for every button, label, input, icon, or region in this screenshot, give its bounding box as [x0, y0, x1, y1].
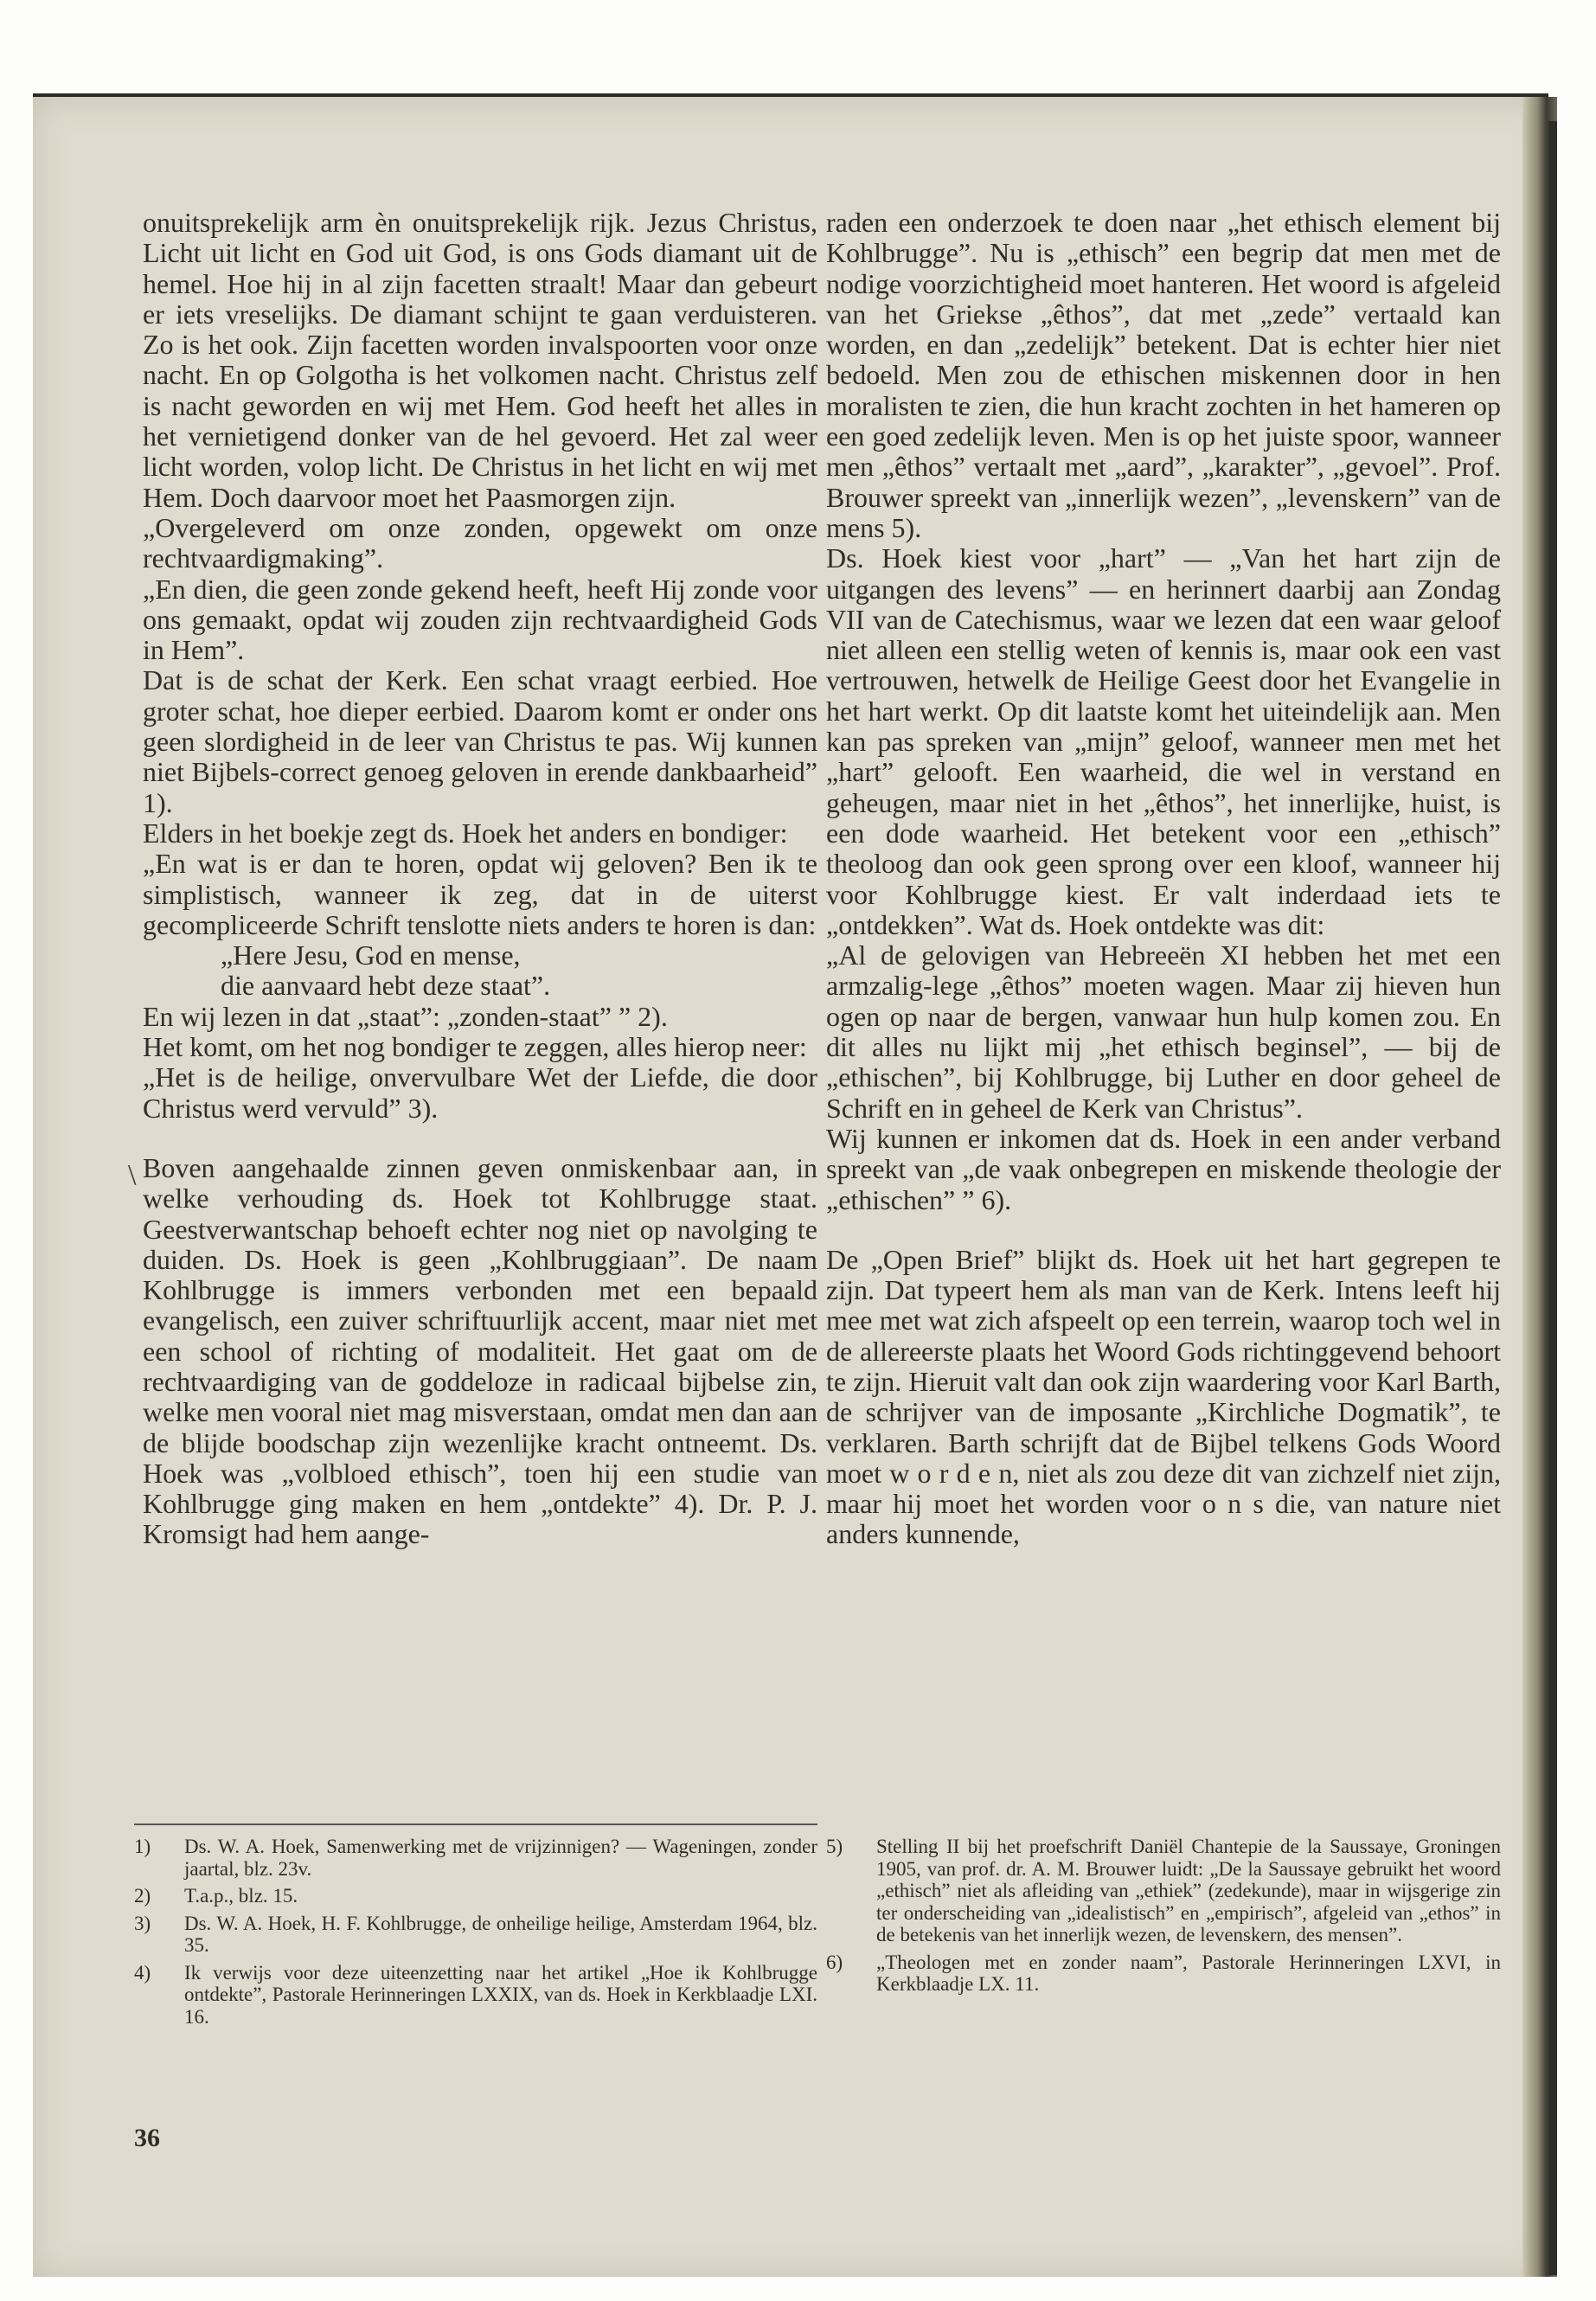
page-number: 36 [134, 2124, 160, 2152]
spine-edge [1548, 121, 1557, 2275]
footnote [826, 1952, 1501, 1996]
quote: „Overgeleverd om onze zonden, opgewekt om onze rechtvaardigmaking”. [143, 511, 817, 574]
footnote-number: 3) [134, 1912, 151, 1934]
paragraph: En wij lezen in dat „staat”: „zonden-staat” ” 2). [143, 1000, 668, 1032]
footnote-text: Ik verwijs voor deze uiteenzetting naar het artikel „Hoe ik Kohlbrugge ontdekte”, Pastorale Herinneringen LXXIX, van ds. Hoek in Kerkblaadje LXI. 16. [184, 1961, 817, 2028]
quote: „En dien, die geen zonde gekend heeft, heeft Hij zonde voor ons gemaakt, opdat wij zouden zijn rechtvaardigheid Gods in Hem”. [143, 573, 817, 666]
footnotes-right [826, 1836, 1501, 2001]
paragraph: De „Open Brief” blijkt ds. Hoek uit het hart gegrepen te zijn. Dat typeert hem als man van de Kerk. Intens leeft hij mee met wat zich afspeelt op een terrein, waarop toch wel in de allereerste plaats het Woord Gods richtinggevend behoort te zijn. Hieruit valt dan ook zijn waardering voor Karl Barth, de schrijver van de imposante „Kirchliche Dogmatik”, te verklaren. Barth schrijft dat de Bijbel telkens Gods Woord moet w o r d e n, niet als zou deze dit van zichzelf niet zijn, maar hij moet het worden voor o n s die, van nature niet anders kunnende, [826, 1243, 1501, 1550]
footnote-number: 1) [134, 1836, 151, 1857]
footnote-number: 5) [826, 1836, 843, 1857]
paragraph: Boven aangehaalde zinnen geven onmiskenbaar aan, in welke verhouding ds. Hoek tot Kohlbrugge staat. Geestverwantschap behoeft echter nog niet op navolging te duiden. Ds. Hoek is geen „Kohlbruggiaan”. De naam Kohlbrugge is immers verbonden met een bepaald evangelisch, een zuiver schriftuurlijk accent, maar niet met een school of richting of modaliteit. Het gaat om de rechtvaardiging van de goddeloze in radicaal bijbelse zin, welke men vooral niet mag misverstaan, omdat men dan aan de blijde boodschap zijn wezenlijke kracht ontneemt. Ds. Hoek was „volbloed ethisch”, toen hij een studie van Kohlbrugge ging maken en hem „ontdekte” 4). Dr. P. J. Kromsigt had hem aange- [143, 1151, 817, 1550]
verse-line: „Here Jesu, God en mense, [221, 939, 521, 971]
footnote [134, 1885, 817, 1907]
footnote-text: Ds. W. A. Hoek, Samenwerking met de vrijzinnigen? — Wageningen, zonder jaartal, blz. 23v. [184, 1836, 817, 1880]
footnote [826, 1836, 1501, 1946]
footnote-number: 4) [134, 1961, 151, 1984]
paragraph: raden een onderzoek te doen naar „het ethisch element bij Kohlbrugge”. Nu is „ethisch” een begrip dat men met de nodige voorzichtigheid moet hanteren. Het woord is afgeleid van het Griekse „êthos”, dat met „zede” vertaald kan worden, en dan „zedelijk” betekent. Dat is echter hier niet bedoeld. Men zou de ethischen miskennen door in hen moralisten te zien, die hun kracht zochten in het hameren op een goed zedelijk leven. Men is op het juiste spoor, wanneer men „êthos” vertaalt met „aard”, „karakter”, „gevoel”. Prof. Brouwer spreekt van „innerlijk wezen”, „levenskern” van de mens 5). [826, 207, 1501, 543]
margin-pencil-mark: \ [128, 1159, 137, 1191]
quote: „Al de gelovigen van Hebreeën XI hebben het met een armzalig-lege „êthos” moeten wagen. Maar zij hieven hun ogen op naar de bergen, vanwaar hun hulp komen zou. En dit alles nu lijkt mij „het ethisch beginsel”, — bij de „ethischen”, bij Kohlbrugge, bij Luther en door geheel de Schrift en in geheel de Kerk van Christus”. [826, 939, 1501, 1124]
footnote [134, 1962, 817, 2029]
footnote-text: „Theologen met en zonder naam”, Pastorale Herinneringen LXVI, in Kerkblaadje LX. 11. [876, 1951, 1501, 1995]
footnote-text: T.a.p., blz. 15. [184, 1885, 298, 1907]
footnote-text: Stelling II bij het proefschrift Daniël Chantepie de la Saussaye, Groningen 1905, van prof. dr. A. M. Brouwer luidt: „De la Saussaye gebruikt het woord „ethisch” niet als afleiding van „ethiek” (zedekunde), maar in wijsgerige zin ter onderscheiding van „idealistisch” en „empirisch”, afgeleid van „ethos” in de betekenis van het innerlijk wezen, de levenskern, des mensen”. [876, 1836, 1501, 1945]
footnote-number: 2) [134, 1885, 151, 1907]
paragraph: Ds. Hoek kiest voor „hart” — „Van het hart zijn de uitgangen des levens” — en herinnert daarbij aan Zondag VII van de Catechismus, waar we lezen dat een waar geloof niet alleen een stellig weten of kennis is, maar ook een vast vertrouwen, hetwelk de Heilige Geest door het Evangelie in het hart werkt. Op dit laatste komt het uiteindelijk aan. Men kan pas spreken van „mijn” geloof, wanneer men met het „hart” gelooft. Een waarheid, die wel in verstand en geheugen, maar niet in het „êthos”, het innerlijke, huist, is een dode waarheid. Het betekent voor een „ethisch” theoloog dan ook geen sprong over een kloof, wanneer hij voor Kohlbrugge kiest. Er valt inderdaad iets te „ontdekken”. Wat ds. Hoek ontdekte was dit: [826, 542, 1501, 940]
paragraph: onuitsprekelijk arm èn onuitsprekelijk rijk. Jezus Christus, Licht uit licht en God uit God, is ons Gods diamant uit de hemel. Hoe hij in al zijn facetten straalt! Maar dan gebeurt er iets vreselijks. De diamant schijnt te gaan verduisteren. Zo is het ook. Zijn facetten worden invalspoorten voor onze nacht. En op Golgotha is het volkomen nacht. Christus zelf is nacht geworden en wij met Hem. God heeft het alles in het vernietigend donker van de hel gevoerd. Het zal weer licht worden, volop licht. De Christus in het licht en wij met Hem. Doch daarvoor moet het Paasmorgen zijn. [143, 207, 817, 513]
quote: „Het is de heilige, onvervulbare Wet der Liefde, die door Christus werd vervuld” 3). [143, 1061, 817, 1124]
footnote [134, 1913, 817, 1957]
footnotes-left [134, 1836, 817, 2033]
quote: „En wat is er dan te horen, opdat wij geloven? Ben ik te simplistisch, wanneer ik zeg, dat in de uiterst gecompliceerde Schrift tenslotte niets anders te horen is dan: [143, 848, 817, 940]
right-column [826, 208, 1501, 1550]
paragraph-gap [143, 1124, 817, 1153]
left-column [143, 208, 817, 1550]
verse-line: die aanvaard hebt deze staat”. [221, 970, 551, 1002]
paragraph: Dat is de schat der Kerk. Een schat vraagt eerbied. Hoe groter schat, hoe dieper eerbied. Daarom komt er onder ons geen slordigheid in de leer van Christus te pas. Wij kunnen niet Bijbels-correct genoeg geloven in erende dankbaarheid” 1). [143, 664, 817, 818]
paragraph: Elders in het boekje zegt ds. Hoek het anders en bondiger: [143, 817, 788, 849]
footnote-number: 6) [826, 1951, 843, 1973]
footnote-rule [134, 1823, 817, 1825]
paragraph: Wij kunnen er inkomen dat ds. Hoek in een ander verband spreekt van „de vaak onbegrepen en miskende theologie der „ethischen” ” 6). [826, 1122, 1501, 1215]
footnote [134, 1836, 817, 1880]
paragraph-gap [826, 1215, 1501, 1245]
footnote-text: Ds. W. A. Hoek, H. F. Kohlbrugge, de onheilige heilige, Amsterdam 1964, blz. 35. [184, 1912, 817, 1956]
paragraph: Het komt, om het nog bondiger te zeggen, alles hierop neer: [143, 1031, 807, 1063]
